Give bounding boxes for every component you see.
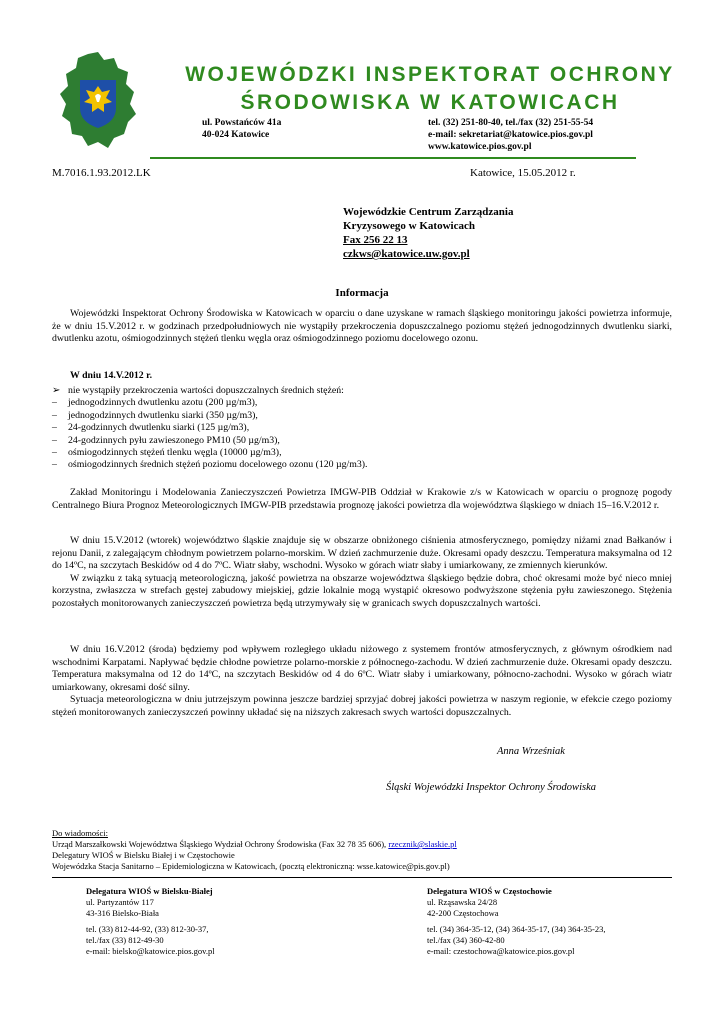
list-item: – ośmiogodzinnych stężeń tlenku węgla (10000 µg/m3), bbox=[52, 447, 282, 459]
intro-text: Wojewódzki Inspektorat Ochrony Środowiska w Katowicach w oparciu o dane uzyskane w ramach śląskiego monitoringu jakości powietrza informuje, że w dniu 15.V.2012 r. w godzinach przedpołudniowych nie wystąpiły przekroczenia dopuszczalnego poziomu stężeń jednogodzinnych dwutlenku siarki, dwutlenku azotu, ośmiogodzinnych stężeń tlenku węgla oraz ośmiogodzinnego poziomu docelowego ozonu. bbox=[52, 308, 672, 345]
footer-left-city: 43-316 Bielsko-Biała bbox=[86, 907, 159, 918]
notes-line1: Urząd Marszałkowski Województwa Śląskiego Wydział Ochrony Środowiska (Fax 32 78 35 606), rzecznik@slaskie.pl bbox=[52, 839, 457, 849]
intro-paragraph bbox=[52, 308, 672, 346]
day16-air-text: Sytuacja meteorologiczna w dniu jutrzejszym powinna jeszcze bardziej sprzyjać dobrej jakości powietrza w naszym regionie, w efekcie czego poziomy stężeń monitorowanych zanieczyszczeń powinny układać się na niższych zakresach swych wartości dopuszczalnych. bbox=[52, 694, 672, 718]
footer-left bbox=[86, 886, 215, 957]
footer-right-city: 42-200 Częstochowa bbox=[427, 907, 499, 918]
recipient-line1: Wojewódzkie Centrum Zarządzania bbox=[343, 206, 514, 218]
recipient-fax: Fax 256 22 13 bbox=[343, 234, 408, 246]
signature-name: Anna Wrześniak bbox=[497, 746, 565, 757]
footer-right-street: ul. Rząsawska 24/28 bbox=[427, 896, 498, 907]
document-reference: M.7016.1.93.2012.LK bbox=[52, 167, 151, 179]
day16-weather-text: W dniu 16.V.2012 (środa) będziemy pod wpływem rozległego układu niżowego z systemem frontów atmosferycznych, z głównym ośrodkiem nad wschodnimi Karpatami. Napływać będzie chłodne powietrze polarno-morskie z północnego-zachodu. W dzień zachmurzenie duże. Okresami opady deszczu. Temperatura maksymalna od 12 do 14ºC, na szczytach Beskidów od 4 do 6ºC. Wiatr słaby i umiarkowany, północno-zachodni. Wysoko w górach wiatr umiarkowany, okresami dość silny. bbox=[52, 644, 672, 693]
header-phone: tel. (32) 251-80-40, tel./fax (32) 251-55-54 bbox=[428, 118, 594, 128]
header-email[interactable]: e-mail: sekretariat@katowice.pios.gov.pl bbox=[428, 130, 593, 140]
section-title: Informacja bbox=[335, 287, 389, 299]
address-city: 40-024 Katowice bbox=[202, 130, 270, 140]
signature-title: Śląski Wojewódzki Inspektor Ochrony Środowiska bbox=[386, 782, 596, 793]
silesia-coat-of-arms-map-icon bbox=[58, 50, 140, 150]
day15-air-text: W związku z taką sytuacją meteorologiczną, jakość powietrza na obszarze województwa śląskiego będzie dobra, choć okresami może być nieco mniej korzystna, zwłaszcza w strefach gęstej zabudowy miejskiej, gdzie lokalnie mogą wystąpić okresowo podwyższone stężenia pyłu zawieszonego. Stężenia pozostałych monitorowanych zanieczyszczeń powietrza będą utrzymywały się w granicach swych dopuszczalnych wartości. bbox=[52, 572, 672, 609]
forecast-intro-paragraph bbox=[52, 487, 672, 512]
header-contacts bbox=[428, 117, 593, 153]
notes-line2: Delegatury WIOŚ w Bielsku Białej i w Częstochowie bbox=[52, 850, 235, 860]
footer-right bbox=[427, 886, 605, 957]
recipient-line2: Kryzysowego w Katowicach bbox=[343, 220, 475, 232]
footer-left-street: ul. Partyzantów 117 bbox=[86, 896, 154, 907]
footer-left-email[interactable]: e-mail: bielsko@katowice.pios.gov.pl bbox=[86, 945, 215, 956]
footer-left-phone: tel. (33) 812-44-92, (33) 812-30-37, bbox=[86, 924, 209, 935]
day14-intro bbox=[52, 370, 672, 383]
forecast-intro-text: Zakład Monitoringu i Modelowania Zanieczyszczeń Powietrza IMGW-PIB Oddział w Krakowie z/s w Katowicach w oparciu o prognozę pogody Centralnego Biura Prognoz Meteorologicznych IMGW-PIB przedstawia prognozę jakości powietrza dla województwa śląskiego w dniach 15–16.V.2012 r. bbox=[52, 487, 672, 511]
day14-heading: W dniu 14.V.2012 r. bbox=[70, 370, 153, 381]
footer-left-fax: tel./fax (33) 812-49-30 bbox=[86, 935, 164, 946]
address-street: ul. Powstańców 41a bbox=[202, 118, 282, 128]
day15-paragraph bbox=[52, 535, 672, 611]
header-address bbox=[202, 117, 281, 141]
institution-title-line1: WOJEWÓDZKI INSPEKTORAT OCHRONY bbox=[185, 63, 675, 86]
header-divider bbox=[150, 157, 636, 159]
notes-heading: Do wiadomości: bbox=[52, 828, 108, 838]
list-item: – jednogodzinnych dwutlenku siarki (350 µg/m3), bbox=[52, 409, 258, 421]
list-item: – ośmiogodzinnych średnich stężeń poziomu docelowego ozonu (120 µg/m3). bbox=[52, 459, 368, 471]
list-head: ➢ nie wystąpiły przekroczenia wartości dopuszczalnych średnich stężeń: bbox=[52, 385, 344, 396]
list-item: – jednogodzinnych dwutlenku azotu (200 µg/m3), bbox=[52, 397, 258, 409]
exceedance-list bbox=[52, 385, 367, 472]
recipient-email[interactable]: czkws@katowice.uw.gov.pl bbox=[343, 248, 470, 260]
notes-email-link[interactable]: rzecznik@slaskie.pl bbox=[388, 839, 457, 849]
day15-weather-text: W dniu 15.V.2012 (wtorek) województwo śląskie znajduje się w obszarze obniżonego ciśnienia atmosferycznego, pomiędzy niżami znad Bałkanów i rejonu Danii, z zalegającym chłodnym powietrzem polarno-morskim. W dzień zachmurzenie duże. Okresami opady deszczu. Temperatura maksymalna od 12 do 14ºC, na szczytach Beskidów od 4 do 7ºC. Wiatr słaby, wschodni. Wysoko w górach wiatr słaby i umiarkowany, ze zmiennych kierunków. bbox=[52, 535, 672, 572]
footer-right-fax: tel./fax (34) 360-42-80 bbox=[427, 935, 505, 946]
list-item: – 24-godzinnych dwutlenku siarki (125 µg/m3), bbox=[52, 422, 250, 434]
header-website[interactable]: www.katowice.pios.gov.pl bbox=[428, 142, 532, 152]
notes-line3: Wojewódzka Stacja Sanitarno – Epidemiologiczna w Katowicach, (pocztą elektroniczną: wsse.katowice@pis.gov.pl) bbox=[52, 861, 450, 871]
footer-left-name: Delegatura WIOŚ w Bielsku-Białej bbox=[86, 886, 213, 896]
notes-block bbox=[52, 828, 672, 872]
document-date: Katowice, 15.05.2012 r. bbox=[470, 167, 576, 179]
list-item: – 24-godzinnych pyłu zawieszonego PM10 (50 µg/m3), bbox=[52, 434, 280, 446]
footer-right-name: Delegatura WIOŚ w Częstochowie bbox=[427, 886, 552, 896]
institution-title-line2: ŚRODOWISKA W KATOWICACH bbox=[240, 91, 620, 114]
day16-paragraph bbox=[52, 644, 672, 720]
recipient-block bbox=[343, 205, 513, 261]
footer-right-email[interactable]: e-mail: czestochowa@katowice.pios.gov.pl bbox=[427, 945, 575, 956]
footer-divider bbox=[52, 877, 672, 878]
footer-right-phone: tel. (34) 364-35-12, (34) 364-35-17, (34) 364-35-23, bbox=[427, 924, 606, 935]
